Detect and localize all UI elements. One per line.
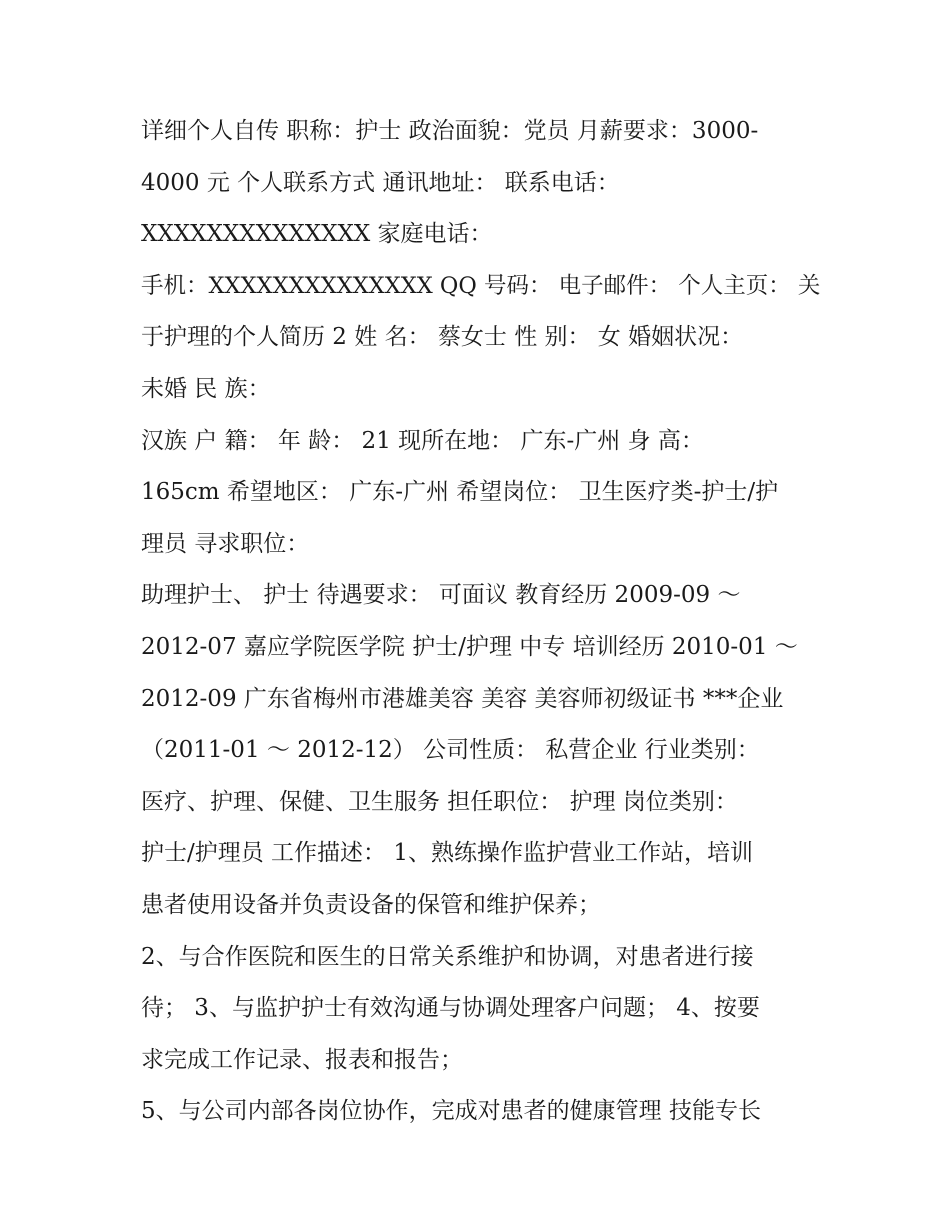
text-line-2: 4000 元 个人联系方式 通讯地址： 联系电话： xyxy=(141,169,620,196)
text-line-14: 医疗、护理、保健、卫生服务 担任职位： 护理 岗位类别： xyxy=(141,788,738,815)
text-line-9: 理员 寻求职位： xyxy=(141,530,310,557)
text-line-12: 2012-09 广东省梅州市港雄美容 美容 美容师初级证书 ***企业 xyxy=(141,685,784,712)
text-line-19: 求完成工作记录、报表和报告； xyxy=(141,1046,463,1073)
text-line-3: XXXXXXXXXXXXXX 家庭电话： xyxy=(141,221,493,248)
text-line-17: 2、与合作医院和医生的日常关系维护和协调，对患者进行接 xyxy=(141,943,754,970)
text-line-4: 手机：XXXXXXXXXXXXXX QQ 号码： 电子邮件： 个人主页： 关 xyxy=(141,272,821,299)
text-line-5: 于护理的个人简历 2 姓 名： 蔡女士 性 别： 女 婚姻状况： xyxy=(141,324,744,351)
resume-text-body xyxy=(141,106,821,1138)
text-line-8: 165cm 希望地区： 广东-广州 希望岗位： 卫生医疗类-护士/护 xyxy=(141,479,779,506)
text-line-18: 待； 3、与监护护士有效沟通与协调处理客户问题； 4、按要 xyxy=(141,995,760,1022)
text-line-7: 汉族 户 籍： 年 龄： 21 现所在地： 广东-广州 身 高： xyxy=(141,427,704,454)
text-line-20: 5、与公司内部各岗位协作，完成对患者的健康管理 技能专长 xyxy=(141,1098,761,1125)
text-line-10: 助理护士、 护士 待遇要求： 可面议 教育经历 2009-09 ～ xyxy=(141,582,741,609)
text-line-16: 患者使用设备并负责设备的保管和维护保养； xyxy=(141,891,601,918)
text-line-15: 护士/护理员 工作描述： 1、熟练操作监护营业工作站，培训 xyxy=(141,840,754,867)
text-line-13: （2011-01 ～ 2012-12） 公司性质： 私营企业 行业类别： xyxy=(141,737,760,764)
text-line-11: 2012-07 嘉应学院医学院 护士/护理 中专 培训经历 2010-01 ～ xyxy=(141,633,798,660)
text-line-6: 未婚 民 族： xyxy=(141,375,271,402)
text-line-1: 详细个人自传 职称：护士 政治面貌：党员 月薪要求：3000- xyxy=(141,118,759,144)
